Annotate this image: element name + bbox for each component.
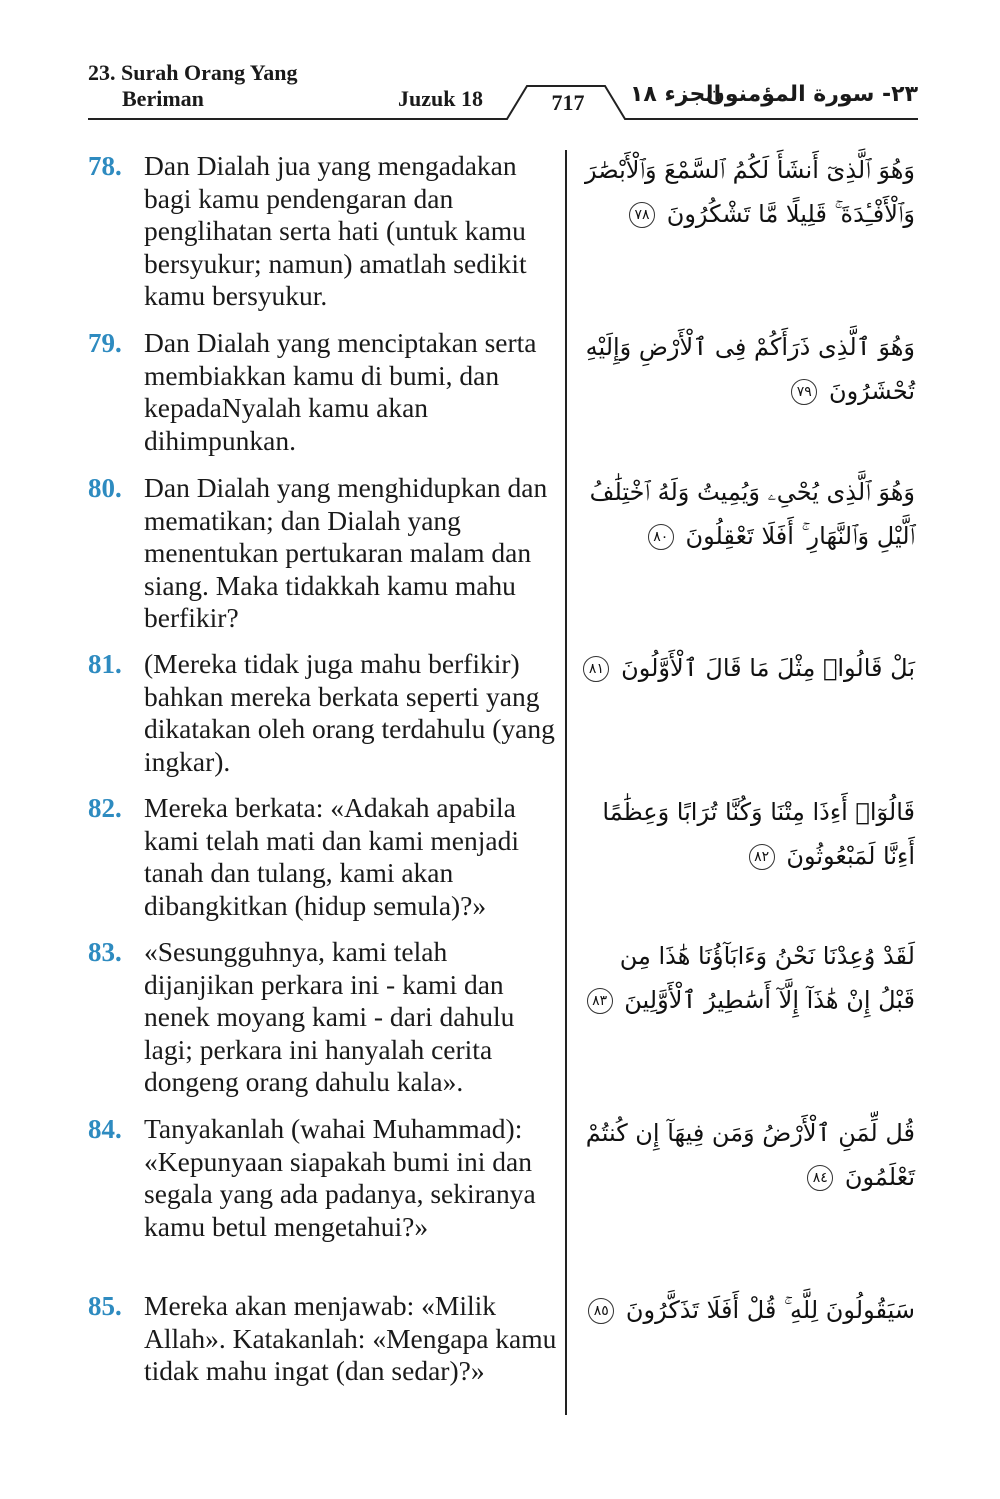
verse-number: 81.	[88, 649, 122, 679]
arabic-text: قَالُوٓا۟ أَءِذَا مِتْنَا وَكُنَّا تُرَابًا وَعِظَٰمًا أَءِنَّا لَمَبْعُوثُونَ	[602, 798, 915, 870]
verse-arabic	[580, 934, 915, 1022]
arabic-text: قُل لِّمَنِ ٱلْأَرْضُ وَمَن فِيهَآ إِن كُنتُمْ تَعْلَمُونَ	[585, 1119, 915, 1191]
surah-title-line1: 23. Surah Orang Yang	[88, 60, 298, 85]
verse-arabic	[580, 325, 915, 413]
ayah-end-icon: ٨١	[583, 656, 609, 682]
verse-number: 80.	[88, 473, 122, 503]
surah-arabic: ٢٣- سورة المؤمنون	[706, 82, 918, 107]
arabic-text: وَهُوَ ٱلَّذِىٓ أَنشَأَ لَكُمُ ٱلسَّمْعَ وَٱلْأَبْصَٰرَ وَٱلْأَفْـِٔدَةَ ۚ قَلِيلًا مَّا تَشْكُرُونَ	[585, 156, 915, 228]
verse-number: 83.	[88, 937, 122, 967]
ayah-end-icon: ٨٣	[587, 988, 613, 1014]
ayah-end-icon: ٨٠	[648, 524, 674, 550]
verse-translation: Mereka akan menjawab: «Milik Allah». Katakanlah: «Mengapa kamu tidak mahu ingat (dan sedar)?»	[144, 1290, 557, 1386]
ayah-end-icon: ٨٤	[807, 1165, 833, 1191]
verse-arabic	[580, 148, 915, 236]
verse-arabic	[580, 1111, 915, 1199]
verse-number: 85.	[88, 1291, 122, 1321]
arabic-text: بَلْ قَالُوا۟ مِثْلَ مَا قَالَ ٱلْأَوَّلُونَ	[621, 654, 915, 682]
verse-translation: Dan Dialah jua yang mengadakan bagi kamu pendengaran dan penglihatan serta hati (untuk kamu bersyukur; namun) amatlah sedikit kamu bersyukur.	[144, 150, 527, 311]
page-header	[0, 0, 1000, 125]
ayah-end-icon: ٨٥	[588, 1298, 614, 1324]
arabic-text: وَهُوَ ٱلَّذِى يُحْىِۦ وَيُمِيتُ وَلَهُ ٱخْتِلَٰفُ ٱلَّيْلِ وَٱلنَّهَارِ ۚ أَفَلَا تَعْقِلُونَ	[589, 478, 915, 550]
column-divider	[565, 150, 567, 1415]
verse-translation: «Sesungguhnya, kami telah dijanjikan perkara ini - kami dan nenek moyang kami - dari dahulu lagi; perkara ini hanyalah cerita dongeng orang dahulu kala».	[144, 936, 515, 1097]
arabic-text: سَيَقُولُونَ لِلَّهِ ۚ قُلْ أَفَلَا تَذَكَّرُونَ	[625, 1296, 915, 1324]
arabic-text: لَقَدْ وُعِدْنَا نَحْنُ وَءَابَآؤُنَا هَٰذَا مِن قَبْلُ إِنْ هَٰذَآ إِلَّآ أَسَٰطِيرُ ٱلْأَوَّلِينَ	[619, 942, 915, 1014]
verse-arabic	[580, 470, 915, 558]
verse-translation: (Mereka tidak juga mahu berfikir) bahkan mereka berkata seperti yang dikatakan oleh orang terdahulu (yang ingkar).	[144, 648, 555, 777]
arabic-text: وَهُوَ ٱلَّذِى ذَرَأَكُمْ فِى ٱلْأَرْضِ وَإِلَيْهِ تُحْشَرُونَ	[585, 333, 915, 405]
ayah-end-icon: ٨٢	[749, 844, 775, 870]
verse-number: 79.	[88, 328, 122, 358]
verse-translation: Mereka berkata: «Adakah apabila kami telah mati dan kami menjadi tanah dan tulang, kami akan dibangkitkan (hidup semula)?»	[144, 792, 519, 921]
header-rule	[0, 0, 1000, 125]
verse-number: 78.	[88, 151, 122, 181]
ayah-end-icon: ٧٨	[629, 202, 655, 228]
verse-translation: Dan Dialah yang menciptakan serta membiakkan kamu di bumi, dan kepadaNyalah kamu akan dihimpunkan.	[144, 327, 537, 456]
page-number: 717	[551, 90, 585, 115]
surah-title-line2: Beriman	[122, 86, 204, 111]
verse-translation: Tanyakanlah (wahai Muhammad): «Kepunyaan siapakah bumi ini dan segala yang ada padanya, sekiranya kamu betul mengetahui?»	[144, 1113, 536, 1242]
verse-translation: Dan Dialah yang menghidupkan dan mematikan; dan Dialah yang menentukan pertukaran malam dan siang. Maka tidakkah kamu mahu berfikir?	[144, 472, 548, 633]
verse-number: 84.	[88, 1114, 122, 1144]
verse-arabic	[580, 1288, 915, 1332]
verse-arabic	[580, 646, 915, 690]
ayah-end-icon: ٧٩	[791, 379, 817, 405]
juz-arabic: الجزء ١٨	[630, 82, 722, 107]
verse-number: 82.	[88, 793, 122, 823]
verse-arabic	[580, 790, 915, 878]
juzuk-label: Juzuk 18	[398, 86, 483, 111]
